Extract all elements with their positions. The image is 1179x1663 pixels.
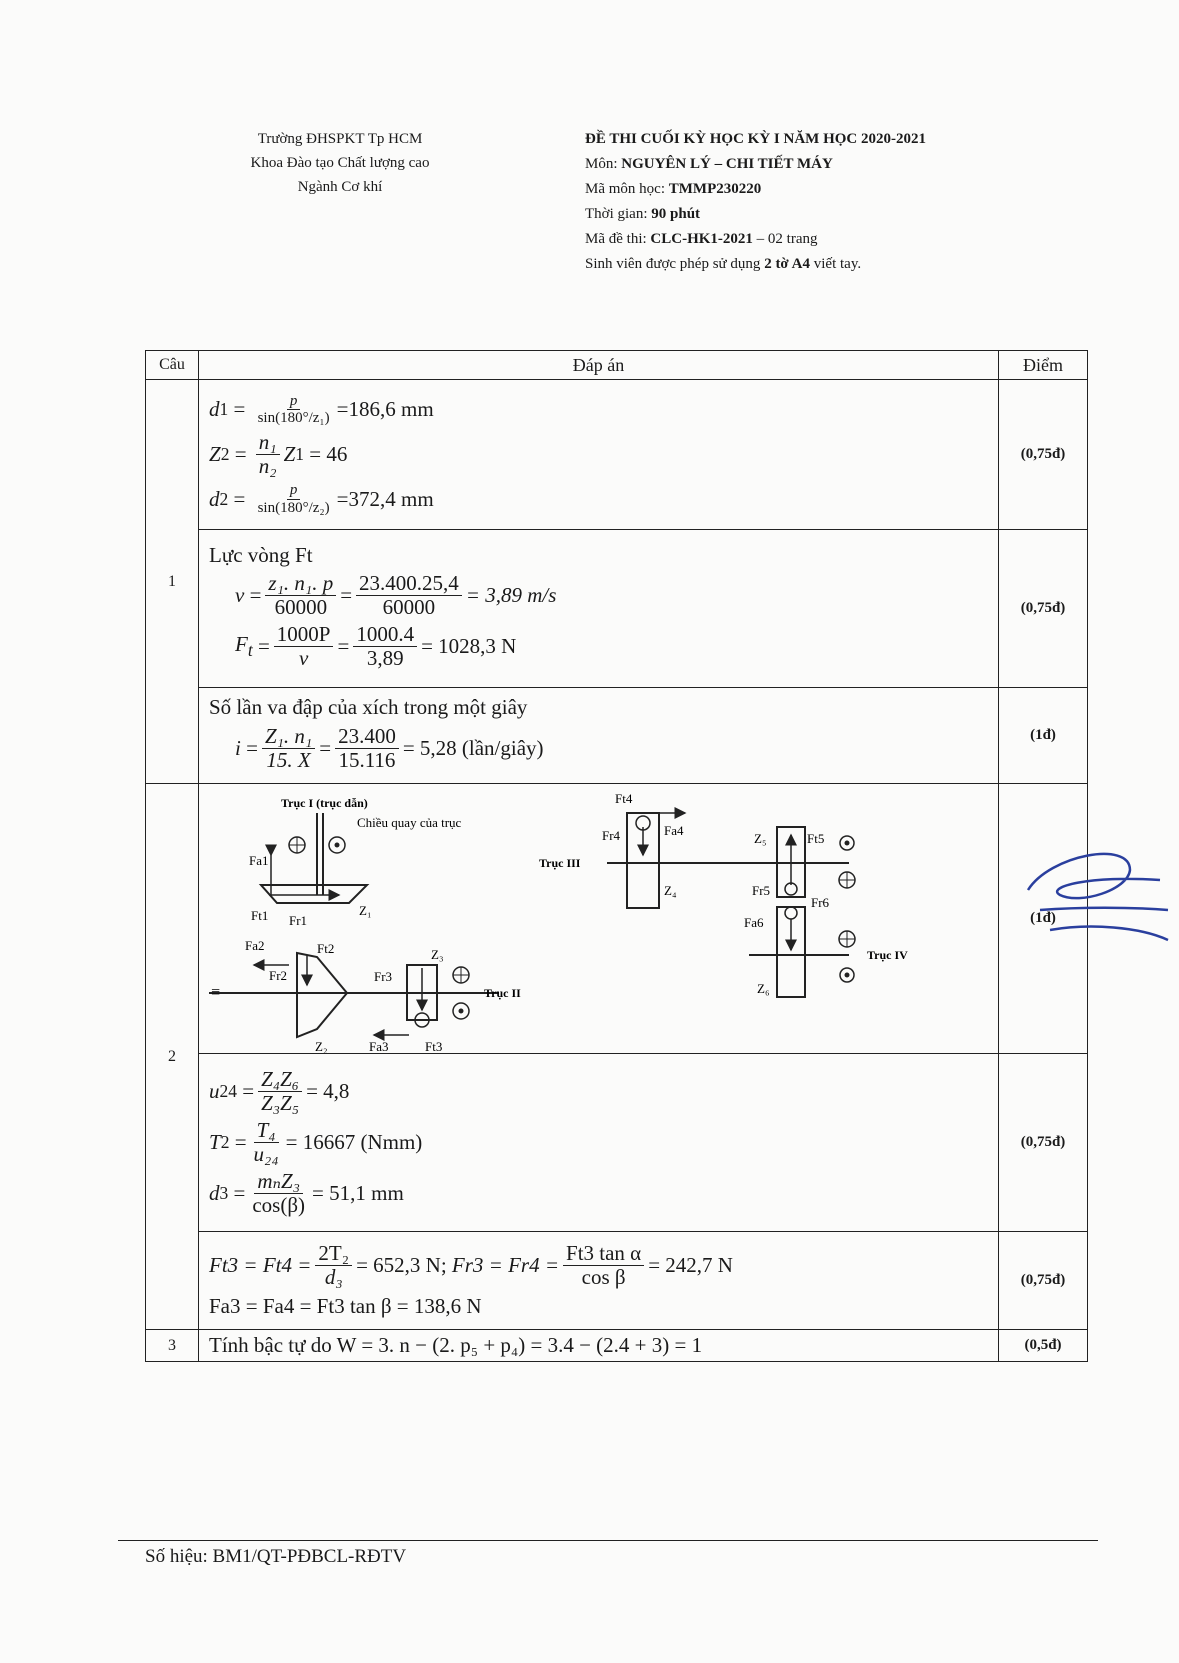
shaft-4-label: Trục IV <box>867 947 908 962</box>
svg-text:Ft3: Ft3 <box>425 1038 443 1053</box>
svg-text:Z₃: Z₃ <box>431 946 444 962</box>
svg-text:≡: ≡ <box>211 983 221 1001</box>
svg-text:Ft1: Ft1 <box>251 907 269 923</box>
exam-code-line: Mã đề thi: CLC-HK1-2021 – 02 trang <box>585 231 818 247</box>
svg-text:Fr5: Fr5 <box>752 882 771 898</box>
gear-force-diagram <box>199 784 999 1054</box>
answer-3: Tính bậc tự do W = 3. n − (2. p₅ + p₄) = 3.4 − (2.4 + 3) = 1 <box>199 1330 999 1362</box>
answer-1a: d 1 = $\frac{p}{\text{sin(180°/z₁)}}$ =186,6 mm Z 2 = n₁ n₂ Z 1 = 46 d 2 = $\frac{p}{\text{sin(180°/z₂)}}$ =372,4 mm <box>199 380 999 530</box>
svg-text:Fa1: Fa1 <box>249 852 269 868</box>
svg-text:Fr6: Fr6 <box>811 894 830 910</box>
points-1c: (1đ) <box>999 688 1088 784</box>
major-name: Ngành Cơ khí <box>297 179 383 195</box>
document-code: Số hiệu: BM1/QT-PĐBCL-RĐTV <box>145 1546 407 1567</box>
svg-text:Ft2: Ft2 <box>317 940 335 956</box>
svg-text:Z₁: Z₁ <box>359 902 372 918</box>
points-1a: (0,75đ) <box>999 380 1088 530</box>
svg-text:Fr3: Fr3 <box>374 968 393 984</box>
points-1b: (0,75đ) <box>999 530 1088 688</box>
shaft-2-label: Trục II <box>484 985 521 1000</box>
allowance-line: Sinh viên được phép sử dụng 2 tờ A4 viết tay. <box>585 256 862 272</box>
shaft-3-label: Trục III <box>539 855 581 870</box>
svg-text:Fr1: Fr1 <box>289 912 308 928</box>
col-points-header: Điểm <box>999 351 1088 380</box>
svg-text:Ft5: Ft5 <box>807 830 825 846</box>
points-2b: (0,75đ) <box>999 1054 1088 1232</box>
svg-text:Fr4: Fr4 <box>602 827 621 843</box>
exam-title: ĐỀ THI CUỐI KỲ HỌC KỲ I NĂM HỌC 2020-2021 <box>585 131 926 147</box>
svg-text:Fa6: Fa6 <box>744 914 764 930</box>
svg-text:Fa2: Fa2 <box>245 937 265 953</box>
course-code-line: Mã môn học: TMMP230220 <box>585 181 762 197</box>
exam-header <box>585 127 1085 277</box>
school-header <box>200 127 480 199</box>
points-2a: (1đ) <box>999 784 1088 1054</box>
subject-line: Môn: NGUYÊN LÝ – CHI TIẾT MÁY <box>585 156 833 172</box>
answer-2b: u 24 = $\frac{\text{Z₄Z₆}}{\text{Z₃Z₅}}$ = 4,8 T 2 = $\frac{\text{T₄}}{\text{u₂₄}}$ = 16667 (Nmm) d 3 = mₙZ₃ cos(β) = 51,1 mm <box>199 1054 999 1232</box>
points-2c: (0,75đ) <box>999 1232 1088 1330</box>
svg-text:Fr2: Fr2 <box>269 967 288 983</box>
svg-text:Z₆: Z₆ <box>757 980 770 996</box>
svg-text:Z₄: Z₄ <box>664 882 677 898</box>
svg-text:Fa3: Fa3 <box>369 1038 389 1053</box>
answer-2c: Ft3 = Ft4 = $\frac{\text{2T₂}}{\text{d₃}}$ = 652,3 N; Fr3 = Fr4 = $\frac{\text{Ft3 tan α}}{\text{cos β}}$ = 242,7 N Fa3 = Fa4 = Ft3 tan β = 138,6 N <box>199 1232 999 1330</box>
school-name: Trường ĐHSPKT Tp HCM <box>257 131 423 147</box>
shaft-1-label: Trục I (trục dẫn) <box>281 795 368 810</box>
answer-1b: Lực vòng Ft v = z₁. n₁. p 60000 = $\frac{23.400.25,4}{60000}$ = 3,89 m/s $F_t$ = 1000P v = $\frac{1000.4}{3,89}$ = 1028,3 N <box>199 530 999 688</box>
svg-text:Z₅: Z₅ <box>754 830 767 846</box>
answer-table <box>145 350 1088 1362</box>
time-line: Thời gian: 90 phút <box>585 206 701 222</box>
handwritten-signature <box>1020 835 1170 955</box>
faculty-name: Khoa Đào tạo Chất lượng cao <box>250 155 430 171</box>
question-number: 3 <box>146 1330 199 1362</box>
footer-divider <box>118 1540 1098 1541</box>
question-number: 1 <box>146 380 199 784</box>
answer-1c: Số lần va đập của xích trong một giây i = Z₁. n₁ 15. X = $\frac{23.400}{15.116}$ = 5,28 (lần/giây) <box>199 688 999 784</box>
question-number: 2 <box>146 784 199 1330</box>
rotation-label: Chiều quay của trục <box>357 814 462 830</box>
svg-text:Z₂: Z₂ <box>315 1038 328 1053</box>
points-3: (0,5đ) <box>999 1330 1088 1362</box>
col-answer-header: Đáp án <box>199 351 999 380</box>
svg-text:Fa4: Fa4 <box>664 822 684 838</box>
svg-text:Ft4: Ft4 <box>615 790 633 806</box>
col-question-header: Câu <box>146 351 199 380</box>
